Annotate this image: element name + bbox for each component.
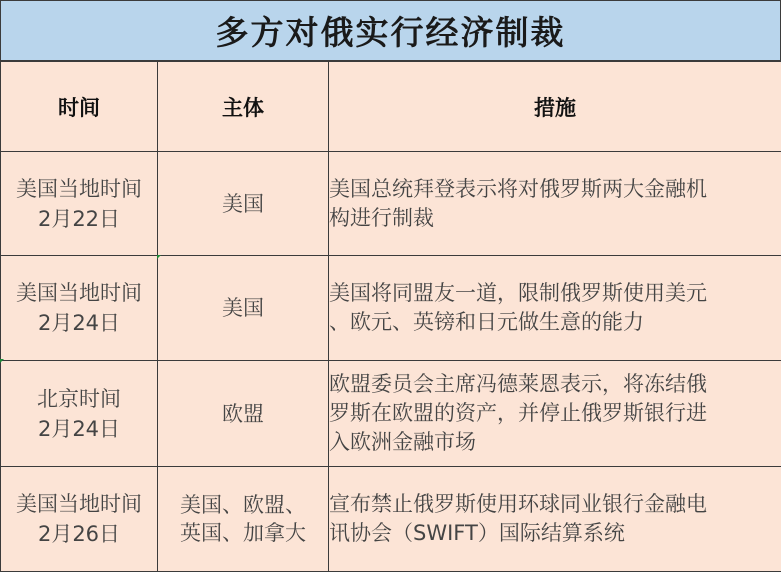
subject-line: 英国、加拿大 (158, 519, 328, 547)
subject-cell (158, 467, 329, 572)
column-header-time: 时间 (1, 62, 158, 152)
measure-line: 入欧洲金融市场 (329, 428, 781, 457)
subject-cell (158, 152, 329, 256)
time-cell (1, 256, 158, 361)
measure-line: 美国总统拜登表示将对俄罗斯两大金融机 (329, 175, 781, 204)
time-line: 2月24日 (1, 308, 157, 338)
measure-line: 构进行制裁 (329, 204, 781, 233)
measure-line: 欧盟委员会主席冯德莱恩表示，将冻结俄 (329, 370, 781, 399)
cell-comment-marker (0, 359, 4, 363)
subject-line: 美国 (158, 293, 328, 323)
measure-cell (329, 152, 781, 256)
subject-cell (158, 256, 329, 361)
table-row (1, 152, 781, 256)
time-line: 美国当地时间 (1, 174, 157, 204)
column-header-subject: 主体 (158, 62, 329, 152)
time-line: 美国当地时间 (1, 489, 157, 519)
column-header-measure: 措施 (329, 62, 781, 152)
title-bar (0, 0, 781, 61)
table-row (1, 467, 781, 572)
measure-line: 、欧元、英镑和日元做生意的能力 (329, 308, 781, 337)
measure-line: 宣布禁止俄罗斯使用环球同业银行金融电 (329, 490, 781, 519)
measure-cell (329, 361, 781, 467)
time-line: 2月24日 (1, 414, 157, 444)
page-title: 多方对俄实行经济制裁 (216, 7, 566, 54)
header-row (1, 62, 781, 152)
measure-cell (329, 467, 781, 572)
time-cell (1, 361, 158, 467)
sanctions-table (0, 61, 781, 572)
measure-line: 美国将同盟友一道，限制俄罗斯使用美元 (329, 279, 781, 308)
time-cell (1, 152, 158, 256)
measure-line: 罗斯在欧盟的资产，并停止俄罗斯银行进 (329, 399, 781, 428)
table-row (1, 361, 781, 467)
cell-comment-marker (157, 255, 161, 259)
table-row (1, 256, 781, 361)
time-line: 北京时间 (1, 384, 157, 414)
measure-cell (329, 256, 781, 361)
subject-line: 美国、欧盟、 (158, 491, 328, 519)
subject-line: 欧盟 (158, 399, 328, 429)
subject-cell (158, 361, 329, 467)
time-cell (1, 467, 158, 572)
measure-line: 讯协会（SWIFT）国际结算系统 (329, 519, 781, 548)
time-line: 2月26日 (1, 519, 157, 549)
subject-line: 美国 (158, 189, 328, 219)
time-line: 2月22日 (1, 204, 157, 234)
time-line: 美国当地时间 (1, 278, 157, 308)
